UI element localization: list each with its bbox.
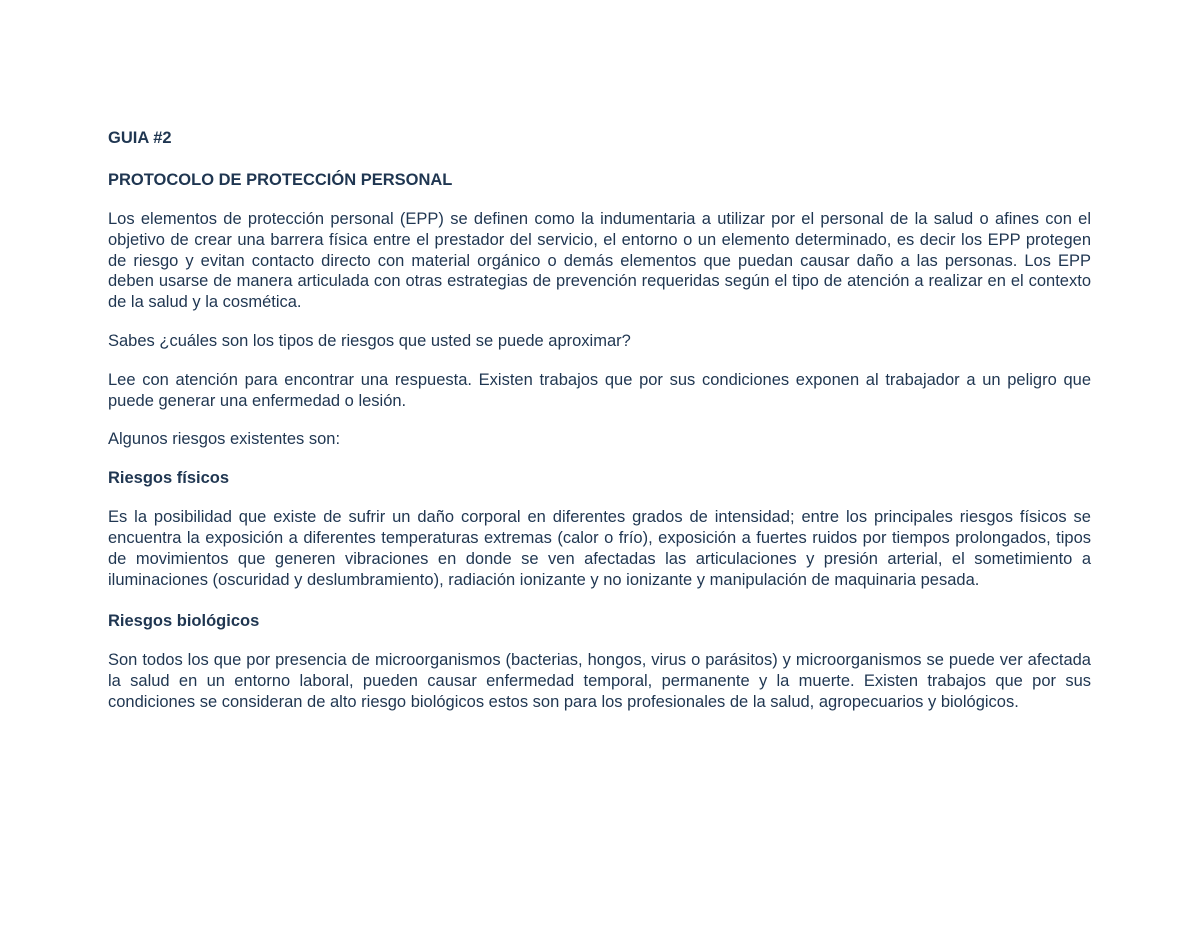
section-body-physical-risks: Es la posibilidad que existe de sufrir un daño corporal en diferentes grados de intensidad; entre los principales riesgos físicos se encuentra la exposición a diferentes temperaturas extremas (calor o frío), exposición a fuertes ruidos por tiempos prolongados, tipos de movimientos que generen vibraciones en donde se ven afectadas las articulaciones y presión arterial, el sometimiento a iluminaciones (oscuridad y deslumbramiento), radiación ionizante y no ionizante y manipulación de maquinaria pesada. (108, 508, 1091, 589)
question-paragraph: Sabes ¿cuáles son los tipos de riesgos que usted se puede aproximar? (108, 331, 631, 350)
section-body-biological-risks: Son todos los que por presencia de microorganismos (bacterias, hongos, virus o parásitos) y microorganismos se puede ver afectada la salud en un entorno laboral, pueden causar enfermedad temporal, permanente y la muerte. Existen trabajos que por sus condiciones se consideran de alto riesgo biológicos estos son para los profesionales de la salud, agropecuarios y biológicos. (108, 651, 1091, 711)
document-page (108, 128, 1091, 731)
intro-paragraph: Los elementos de protección personal (EPP) se definen como la indumentaria a utilizar por el personal de la salud o afines con el objetivo de crear una barrera física entre el prestador del servicio, el entorno o un elemento determinado, es decir los EPP protegen de riesgo y evitan contacto directo con material orgánico o demás elementos que puedan causar daño a las personas. Los EPP deben usarse de manera articulada con otras estrategias de prevención requeridas según el tipo de atención a realizar en el contexto de la salud y la cosmética. (108, 210, 1091, 312)
section-heading-physical-risks: Riesgos físicos (108, 469, 230, 488)
section-heading-biological-risks: Riesgos biológicos (108, 612, 260, 631)
reading-prompt-paragraph: Lee con atención para encontrar una respuesta. Existen trabajos que por sus condiciones exponen al trabajador a un peligro que puede generar una enfermedad o lesión. (108, 370, 1091, 410)
risks-intro-paragraph: Algunos riesgos existentes son: (108, 430, 341, 449)
document-title: PROTOCOLO DE PROTECCIÓN PERSONAL (108, 171, 453, 189)
guide-label: GUIA #2 (108, 129, 172, 147)
